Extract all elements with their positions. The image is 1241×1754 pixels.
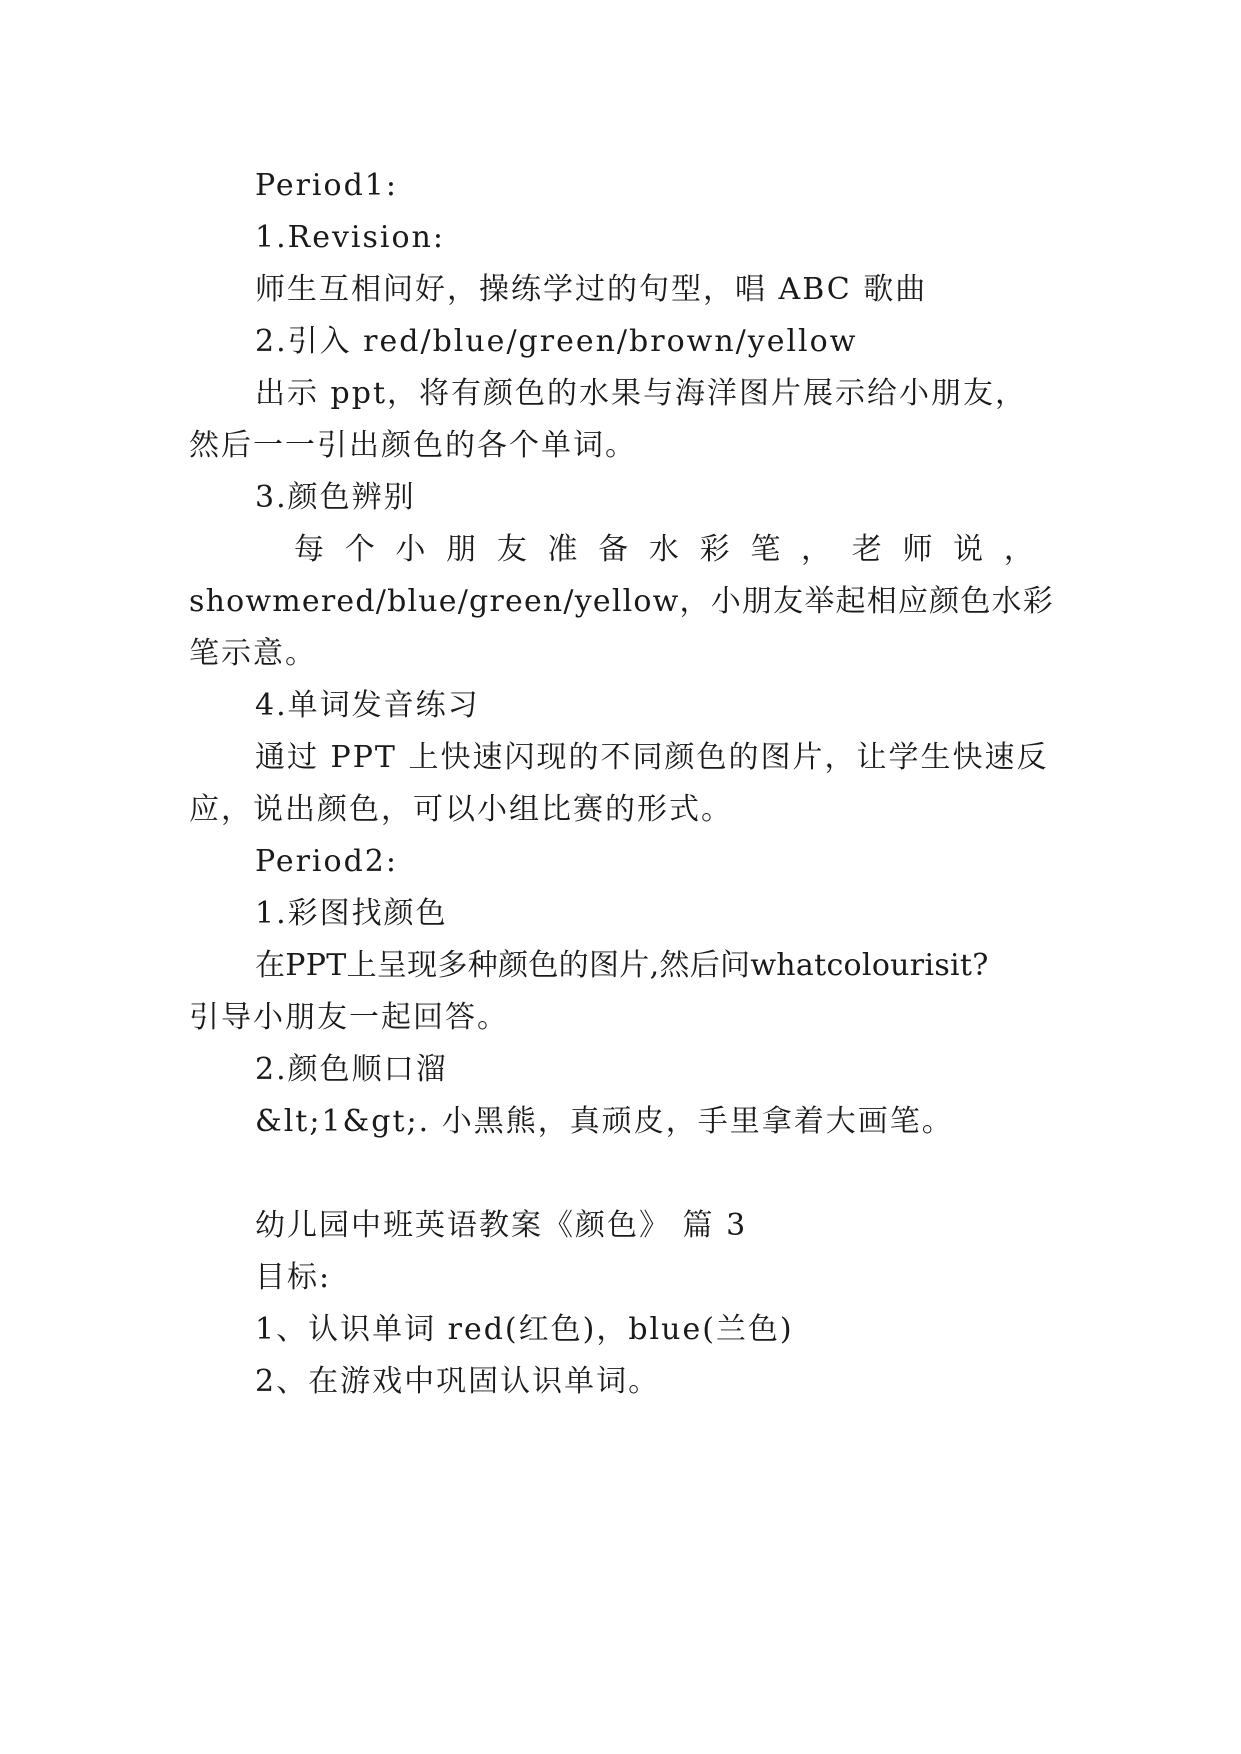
period2-heading: Period2:	[255, 844, 398, 879]
paragraph-char: 每	[294, 532, 324, 567]
paragraph-char: 师	[902, 532, 933, 567]
paragraph-line: &lt;1&gt;. 小黑熊，真顽皮，手里拿着大画笔。	[255, 1104, 954, 1139]
paragraph-line: showmered/blue/green/yellow，小朋友举起相应颜色水彩	[189, 584, 1054, 619]
paragraph-char: 朋	[446, 532, 477, 567]
section-heading: 4.单词发音练习	[255, 688, 480, 723]
lesson-title: 幼儿园中班英语教案《颜色》 篇 3	[255, 1208, 748, 1243]
revision-heading: 1.Revision:	[255, 220, 445, 255]
paragraph-line: 出示 ppt，将有颜色的水果与海洋图片展示给小朋友，	[255, 376, 1027, 411]
section-heading: 3.颜色辨别	[255, 480, 416, 515]
section-heading: 2.颜色顺口溜	[255, 1052, 448, 1087]
goals-heading: 目标:	[255, 1260, 332, 1295]
period1-heading: Period1:	[255, 168, 398, 203]
section-heading: 1.彩图找颜色	[255, 896, 448, 931]
justified-paragraph-line	[189, 530, 1049, 570]
paragraph-char: ，	[1003, 532, 1034, 567]
paragraph-char: 备	[598, 532, 629, 567]
paragraph-char: ，	[801, 532, 832, 567]
section-heading: 2.引入 red/blue/green/brown/yellow	[255, 324, 858, 359]
paragraph-line: 应，说出颜色，可以小组比赛的形式。	[189, 792, 733, 827]
paragraph-line: 笔示意。	[189, 636, 317, 671]
goal-item: 1、认识单词 red(红色)，blue(兰色)	[255, 1312, 794, 1347]
goal-item: 2、在游戏中巩固认识单词。	[255, 1364, 661, 1399]
paragraph-char: 彩	[699, 532, 730, 567]
paragraph-line: 师生互相问好，操练学过的句型，唱 ABC 歌曲	[255, 272, 928, 307]
paragraph-char: 个	[344, 532, 375, 567]
paragraph-line: 通过 PPT 上快速闪现的不同颜色的图片，让学生快速反	[255, 740, 1049, 775]
paragraph-char: 老	[851, 532, 882, 567]
paragraph-char: 小	[395, 532, 426, 567]
paragraph-char: 笔	[750, 532, 781, 567]
paragraph-char: 说	[953, 532, 984, 567]
paragraph-line: 然后一一引出颜色的各个单词。	[189, 428, 637, 463]
paragraph-char: 友	[496, 532, 527, 567]
paragraph-char: 准	[547, 532, 578, 567]
paragraph-char: 水	[648, 532, 679, 567]
paragraph-line: 在PPT上呈现多种颜色的图片,然后问whatcolourisit?	[255, 948, 989, 983]
paragraph-line: 引导小朋友一起回答。	[189, 1000, 509, 1035]
